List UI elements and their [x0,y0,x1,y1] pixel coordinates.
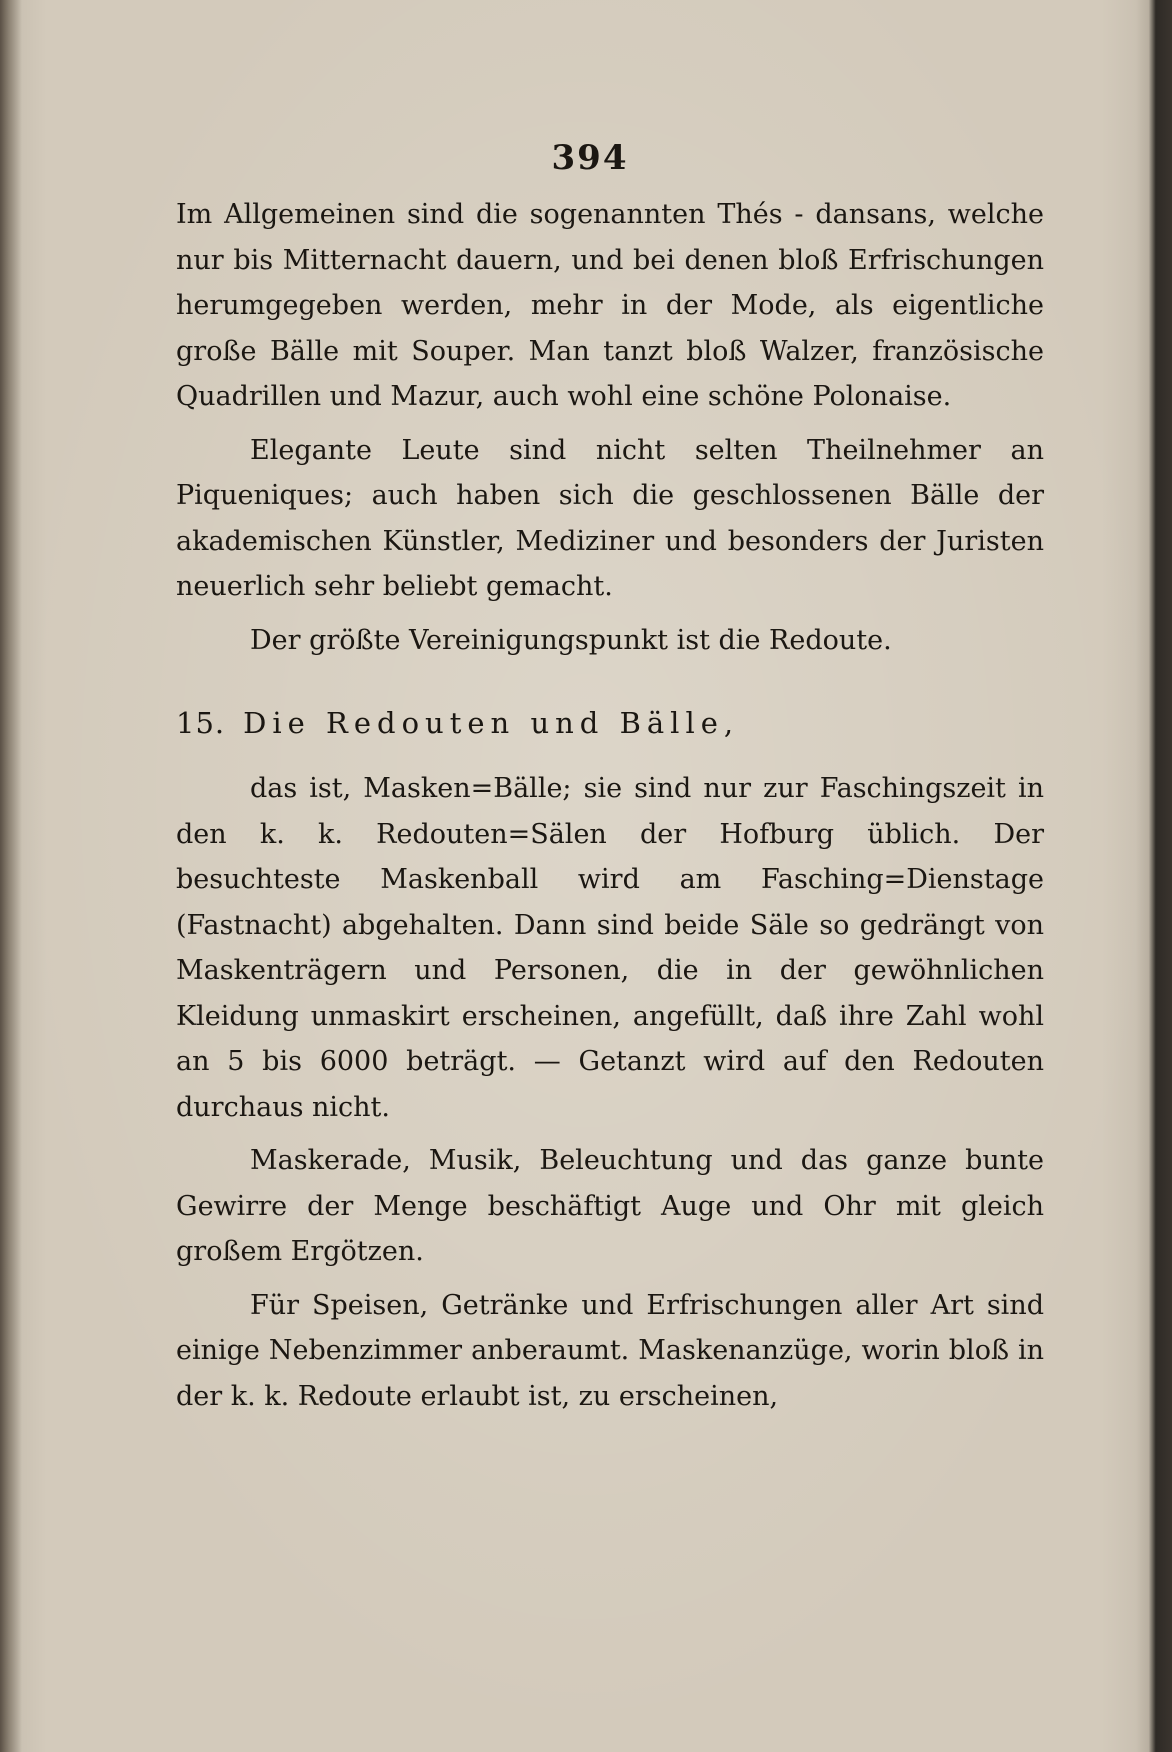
book-spine-shadow [0,0,22,1752]
section-heading [176,701,1044,746]
page-number: 394 [551,138,629,178]
paragraph-masken-baelle: das ist, Masken=Bälle; sie sind nur zur Faschingszeit in den k. k. Redouten=Sälen der Hofburg üblich. Der besuchteste Maskenball wird am Fasching=Dienstage (Fastnacht) abgehalten. Dann sind beide Säle so gedrängt von Maskenträgern und Personen, die in der gewöhnlichen Kleidung unmaskirt erscheinen, angefüllt, daß ihre Zahl wohl an 5 bis 6000 beträgt. — Getanzt wird auf den Redouten durchaus nicht. [176,773,1044,1123]
page-text-block [176,138,1044,1427]
section-title: Die Redouten und Bälle, [243,706,740,740]
page-edge [1136,0,1172,1752]
section-number: 15. [176,706,226,740]
paragraph-piqueniques: Elegante Leute sind nicht selten Theilnehmer an Piqueniques; auch haben sich die geschlossenen Bälle der akademischen Künstler, Mediziner und besonders der Juristen neuerlich sehr beliebt gemacht. [176,434,1044,602]
paragraph-redoute-intro: Der größte Vereinigungspunkt ist die Redoute. [250,624,892,656]
paragraph-speisen: Für Speisen, Getränke und Erfrischungen aller Art sind einige Nebenzimmer anberaumt. Maskenanzüge, worin bloß in der k. k. Redoute erlaubt ist, zu erscheinen, [176,1289,1044,1412]
paragraph-thes-dansans: Im Allgemeinen sind die sogenannten Thés - dansans, welche nur bis Mitternacht dauern, und bei denen bloß Erfrischungen herumgegeben werden, mehr in der Mode, als eigentliche große Bälle mit Souper. Man tanzt bloß Walzer, französische Quadrillen und Mazur, auch wohl eine schöne Polonaise. [176,199,1044,412]
paragraph-maskerade: Maskerade, Musik, Beleuchtung und das ganze bunte Gewirre der Menge beschäftigt Auge und Ohr mit gleich großem Ergötzen. [176,1145,1044,1267]
